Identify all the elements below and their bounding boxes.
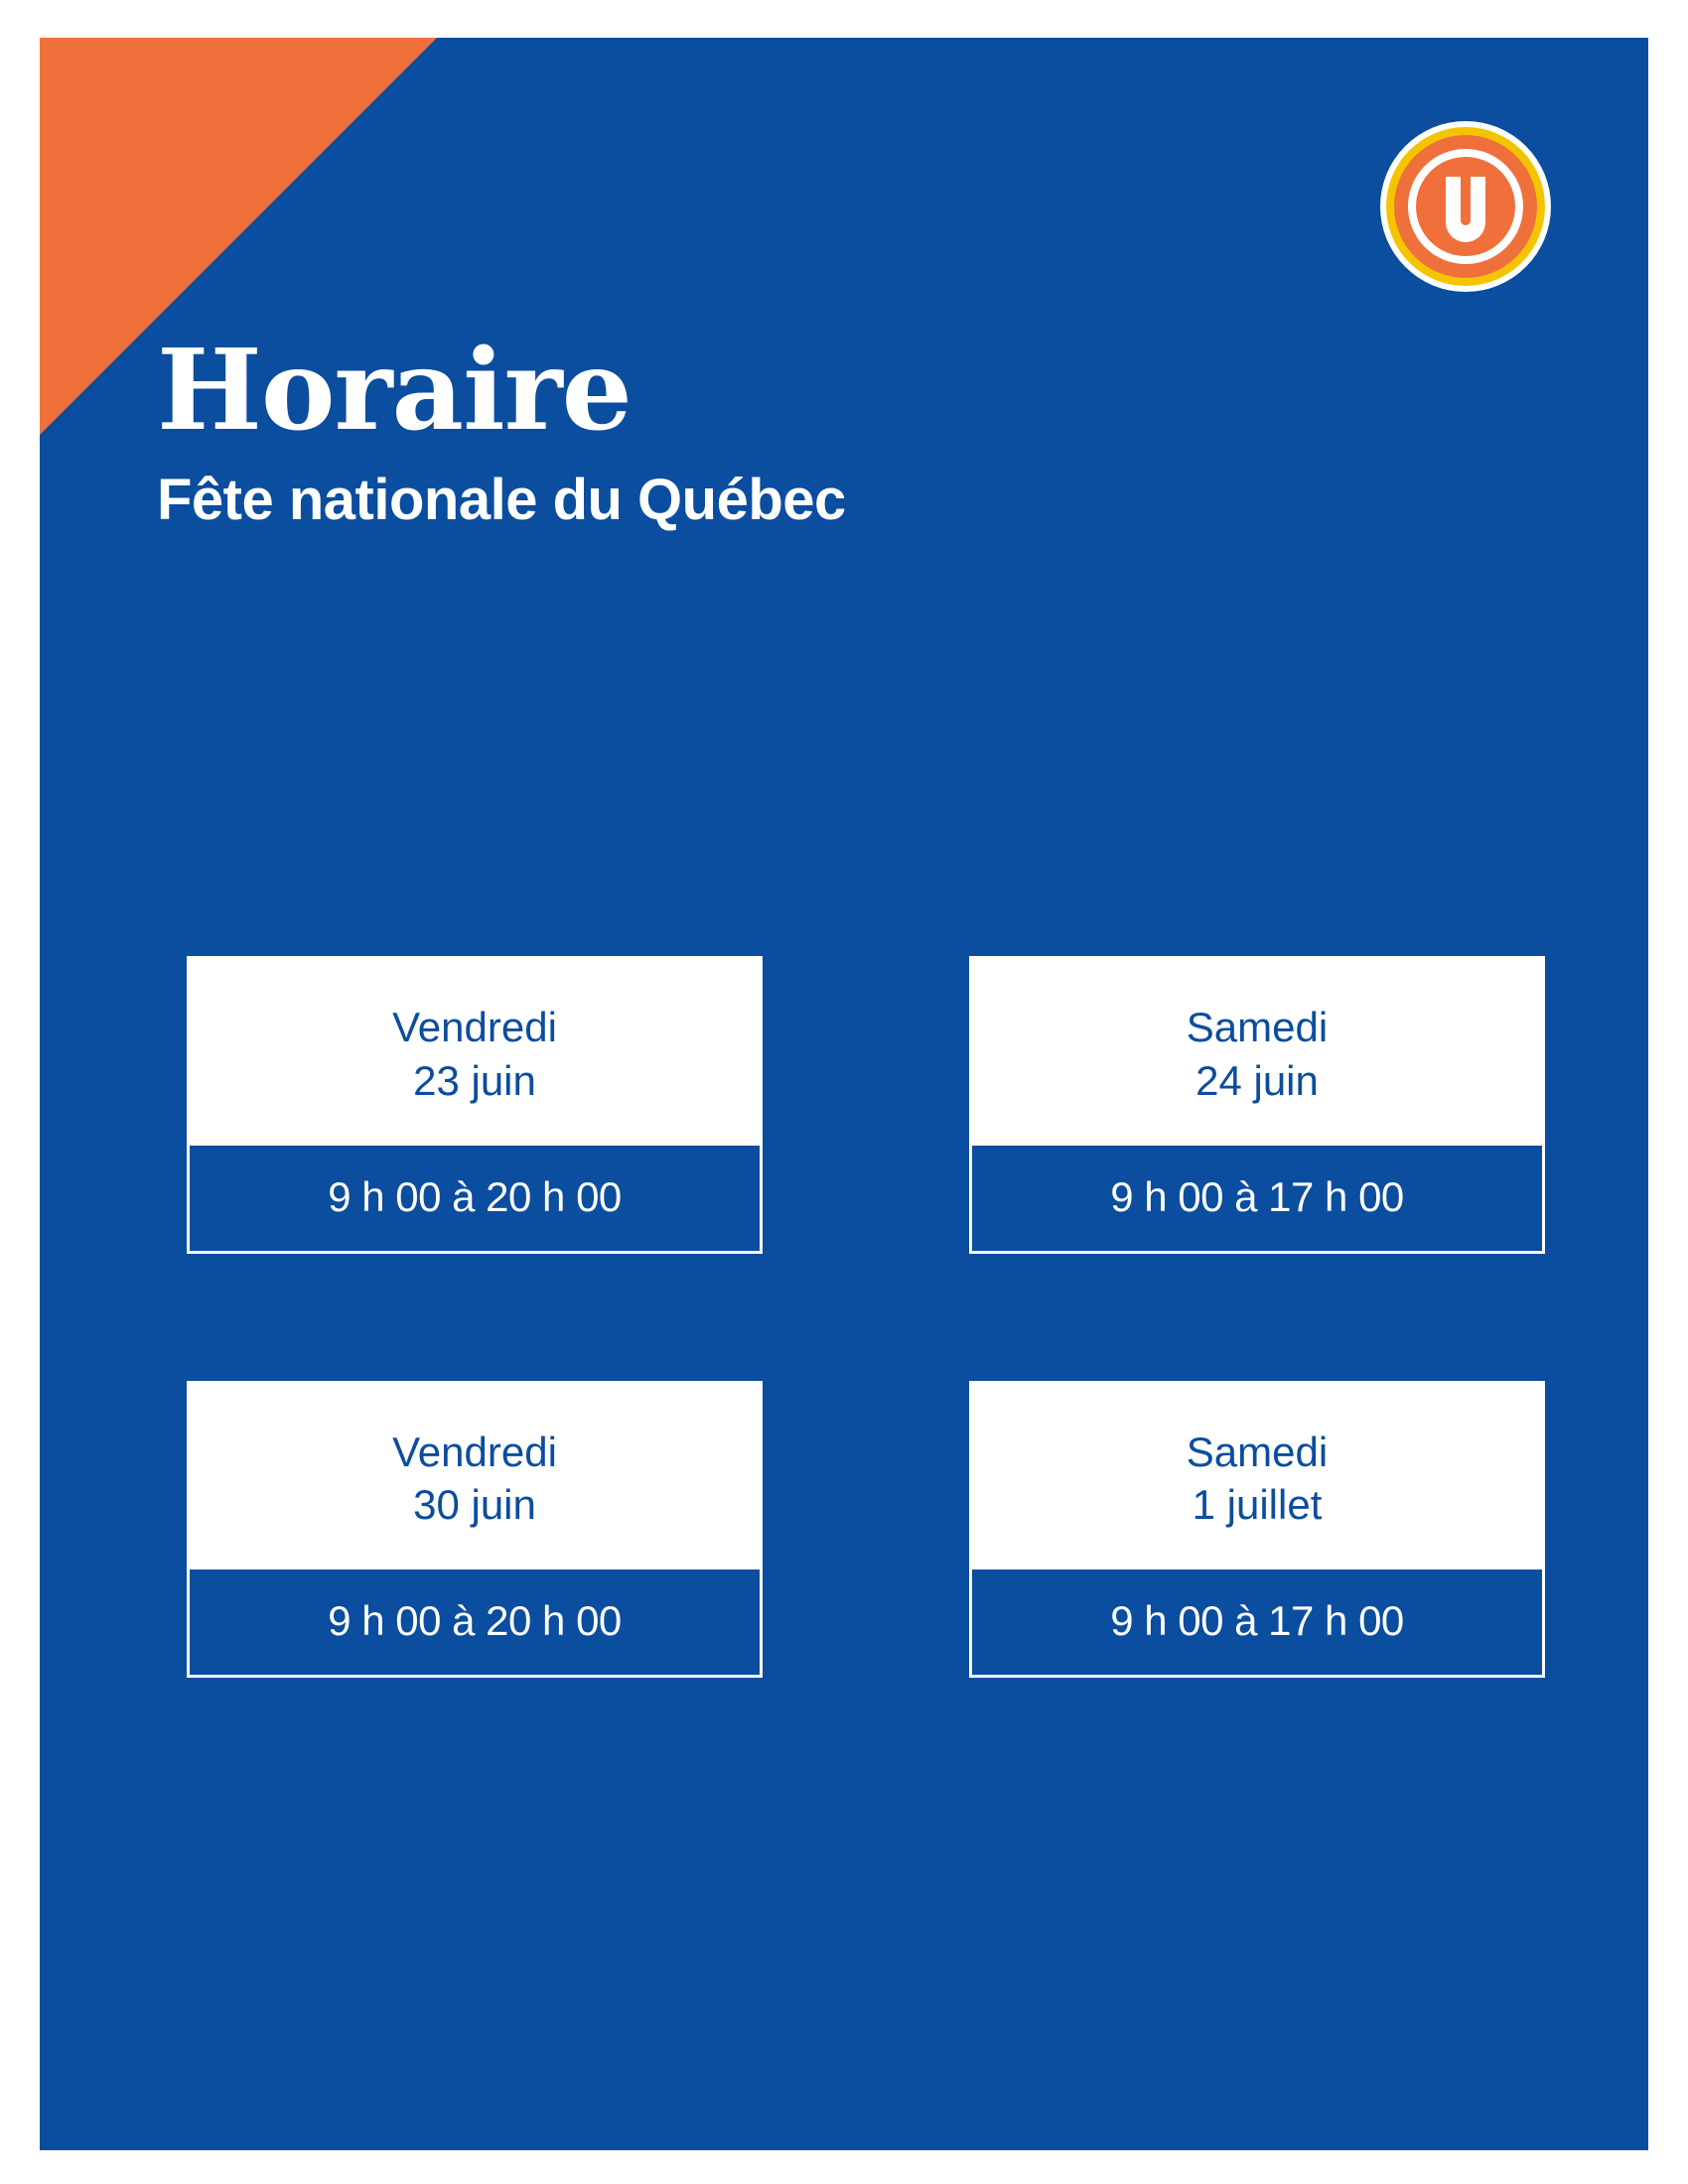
university-logo — [1378, 119, 1553, 294]
schedule-card-day — [190, 959, 760, 1146]
schedule-grid — [187, 956, 1517, 1678]
schedule-card — [187, 1381, 763, 1679]
schedule-day-name: Vendredi — [392, 1428, 557, 1475]
schedule-card-day — [972, 959, 1542, 1146]
schedule-card-day — [190, 1384, 760, 1570]
schedule-card-hours: 9 h 00 à 20 h 00 — [190, 1146, 760, 1251]
schedule-card-day — [972, 1384, 1542, 1570]
schedule-card-hours: 9 h 00 à 17 h 00 — [972, 1146, 1542, 1251]
schedule-card — [969, 1381, 1545, 1679]
title-block — [157, 326, 1348, 532]
schedule-day-name: Vendredi — [392, 1004, 557, 1050]
schedule-card — [969, 956, 1545, 1254]
schedule-card-hours: 9 h 00 à 20 h 00 — [190, 1570, 760, 1675]
schedule-day-date: 1 juillet — [1192, 1481, 1323, 1529]
page-title: Horaire — [157, 326, 632, 456]
schedule-day-date: 24 juin — [1196, 1056, 1319, 1104]
schedule-day-name: Samedi — [1186, 1004, 1329, 1050]
schedule-day-date: 30 juin — [413, 1481, 536, 1529]
schedule-card-hours: 9 h 00 à 17 h 00 — [972, 1570, 1542, 1675]
schedule-day-name: Samedi — [1186, 1428, 1329, 1475]
page-subtitle: Fête nationale du Québec — [157, 468, 846, 532]
schedule-card — [187, 956, 763, 1254]
poster-canvas — [40, 38, 1648, 2150]
schedule-day-date: 23 juin — [413, 1056, 536, 1104]
